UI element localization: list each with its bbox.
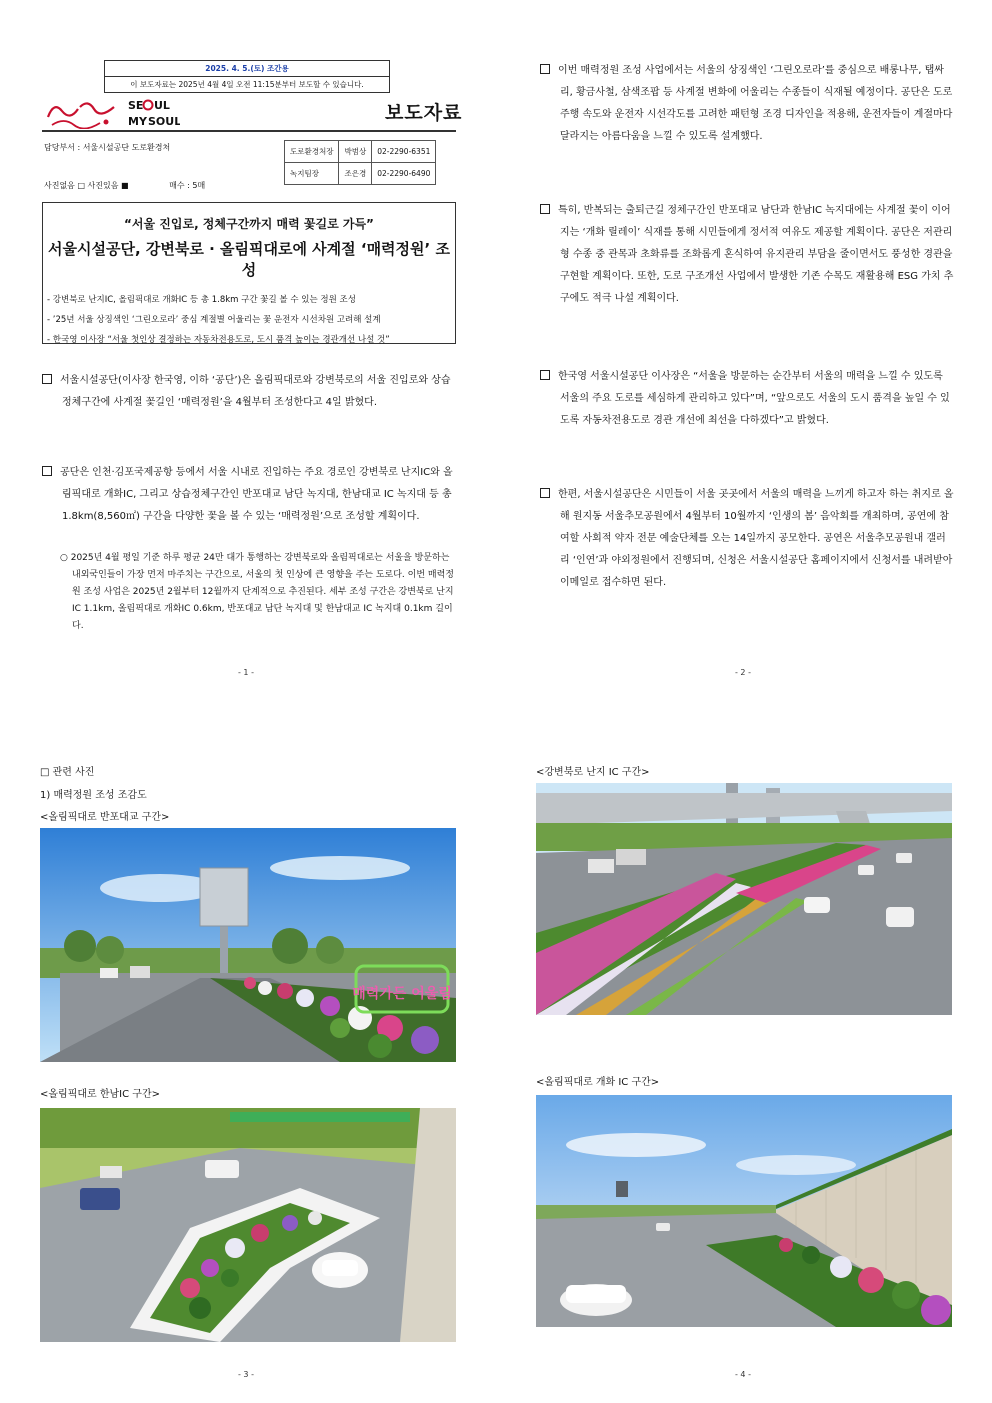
embargo-note: 이 보도자료는 2025년 4월 4일 오전 11:15분부터 보도할 수 있습니다. [130,80,364,89]
headline-bullet: - 강변북로 난지IC, 올림픽대로 개화IC 등 총 1.8km 구간 꽃길 볼 수 있는 정원 조성 [47,295,356,305]
rendering-banpo-section [40,828,456,1062]
page-number: - 1 - [238,668,254,677]
contact-phone: 02-2290-6490 [372,163,436,185]
photo-count-row [44,180,205,191]
contact-role: 녹지팀장 [285,163,339,185]
photo-caption: <올림픽대로 반포대교 구간> [40,812,170,823]
paragraph-text: 이번 매력정원 조성 사업에서는 서울의 상징색인 ‘그린오로라’를 중심으로 배롱나무, 탭싸리, 황금사철, 삼색조팝 등 사계절 변화에 어울리는 수종들이 식재될 예정이다. 공단은 도로 주행 속도와 운전자 시선각도를 고려한 패턴형 조경 디자인을 적용해, 운전자들이 계절마다 달라지는 아름다움을 느낄 수 있도록 설계했다. [558,65,953,142]
page2-paragraph-1 [540,60,954,148]
contact-phone: 02-2290-6351 [372,141,436,163]
contact-row [285,163,436,185]
contact-table [284,140,436,185]
seoul-my-soul-logo [124,95,180,129]
contact-name: 박범상 [339,141,372,163]
embargo-box [104,60,390,93]
headline-bullet: - 한국영 이사장 “서울 첫인상 결정하는 자동차전용도로, 도시 품격 높이는 경관개선 나설 것” [47,335,390,345]
headline-subtitle: “서울 진입로, 정체구간까지 매력 꽃길로 가득” [124,217,374,231]
headline-main: 서울시설공단, 강변북로 · 올림픽대로에 사계절 ‘매력정원’ 조성 [48,240,450,279]
paragraph-text: 공단은 인천·김포국제공항 등에서 서울 시내로 진입하는 주요 경로인 강변북로 난지IC와 올림픽대로 개화IC, 그리고 상습정체구간인 반포대교 남단 녹지대, 한남대교 IC 녹지대 등 총 1.8km(8,560㎡) 구간을 다양한 꽃을 볼 수 있는 ‘매력정원’으로 조성할 계획이다. [60,467,453,522]
department: 담당부서 : 서울시설공단 도로환경처 [44,143,171,152]
rendering-gaehwa-section [536,1095,952,1327]
seoul-slogan-logo [44,95,118,129]
photo-caption: <올림픽대로 개화 IC 구간> [536,1077,660,1088]
page2-paragraph-3 [540,366,954,432]
related-photos-heading: □ 관련 사진 [40,767,95,778]
paragraph-text: 서울시설공단(이사장 한국영, 이하 ‘공단’)은 올림픽대로와 강변북로의 서울 진입로와 상습 정체구간에 사계절 꽃길인 ‘매력정원’을 4월부터 조성한다고 4일 밝혔다. [60,375,451,408]
title-divider [42,130,456,132]
headline-bullets [47,290,455,350]
page-count: 매수 : 5매 [169,181,206,190]
page2-paragraph-2 [540,200,954,310]
page2-paragraph-4 [540,484,954,594]
checkbox-icon [42,374,52,384]
headline-bullet: - ’25년 서울 상징색인 ‘그린오로라’ 중심 계절별 어울리는 꽃 운전자 시선차원 고려해 설계 [47,315,381,325]
checkbox-icon [42,466,52,476]
contact-role: 도로환경처장 [285,141,339,163]
photo-caption: <올림픽대로 한남IC 구간> [40,1089,160,1100]
contact-row [285,141,436,163]
checkbox-icon [540,370,550,380]
page1-paragraph-2 [42,462,456,528]
paragraph-text: 특히, 반복되는 출퇴근길 정체구간인 반포대교 남단과 한남IC 녹지대에는 사계절 꽃이 이어지는 ‘개화 릴레이’ 식재를 통해 시민들에게 정서적 여유도 제공할 계획이다. 공단은 저관리형 수종 중 관목과 초화류를 조화롭게 혼식하여 유지관리 부담을 줄이면서도 풍성한 경관을 구현할 계획이다. 또한, 도로 구조개선 사업에서 발생한 기존 수목도 재활용해 ESG 가치 추구에도 적극 나설 계획이다. [558,205,954,304]
photo-flag: 사진없음 □ 사진있음 ■ [44,181,129,190]
svg-text:MY: MY [128,115,147,128]
embargo-date: 2025. 4. 5.(토) 조간용 [105,61,389,77]
paragraph-text: 한편, 서울시설공단은 시민들이 서울 곳곳에서 서울의 매력을 느끼게 하고자 하는 취지로 올해 원지동 서울추모공원에서 4월부터 10월까지 ‘인생의 봄’ 음악회를 개최하며, 공연에 참여할 사회적 약자 전문 예술단체를 오는 14일까지 공모한다. 공연은 서울추모공원내 갤러리 ‘인연’과 야외정원에서 진행되며, 신청은 서울시설공단 홈페이지에서 신청서를 내려받아 이메일로 접수하면 된다. [558,489,954,588]
rendering-nanji-section [536,783,952,1015]
page1-detail-note: ○ 2025년 4월 평일 기준 하루 평균 24만 대가 통행하는 강변북로와 올림픽대로는 서울을 방문하는 내외국인들이 가장 먼저 마주치는 구간으로, 서울의 첫 인상에 큰 영향을 주는 도로다. 이번 매력정원 조성 사업은 2025년 2월부터 12월까지 단계적으로 추진된다. 세부 조성 구간은 강변북로 난지 IC 1.1km, 올림픽대로 개화IC 0.6km, 반포대교 남단 녹지대 및 한남대교 IC 녹지대 0.1km 길이다. [60,553,454,631]
checkbox-icon [540,488,550,498]
headline-box [42,202,456,344]
svg-text:SE: SE [128,99,144,112]
checkbox-icon [540,204,550,214]
checkbox-icon [540,64,550,74]
rendering-hannam-section [40,1108,456,1342]
photo-caption: <강변북로 난지 IC 구간> [536,767,650,778]
paragraph-text: 한국영 서울시설공단 이사장은 “서울을 방문하는 순간부터 서울의 매력을 느낄 수 있도록 서울의 주요 도로를 세심하게 관리하고 있다”며, “앞으로도 서울의 도시 품격을 높일 수 있도록 자동차전용도로 경관 개선에 최선을 다하겠다”고 밝혔다. [558,371,950,426]
garden-sign-text: 매력가든 어울림 [352,986,452,1002]
page-number: - 3 - [238,1370,254,1379]
page-number: - 4 - [735,1370,751,1379]
page-number: - 2 - [735,668,751,677]
svg-text:UL: UL [154,99,170,112]
svg-text:SOUL: SOUL [148,115,180,128]
press-release-title: 보도자료 [385,102,463,124]
contact-name: 조은경 [339,163,372,185]
bird-eye-view-heading: 1) 매력정원 조성 조감도 [40,790,147,801]
page1-paragraph-1 [42,370,456,414]
